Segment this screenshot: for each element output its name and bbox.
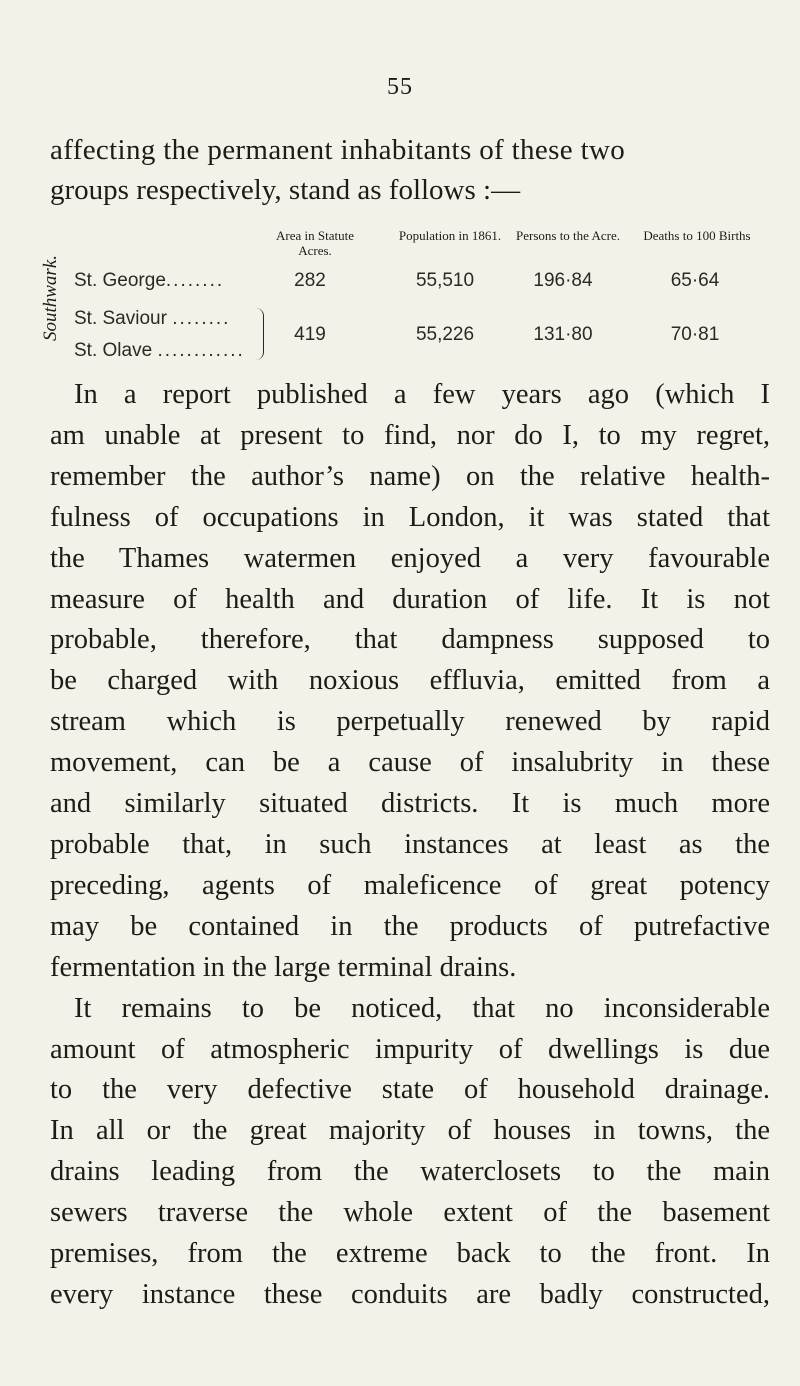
cell-persons: 131·80: [533, 324, 593, 345]
text-line: the Thames watermen enjoyed a very favourable: [50, 542, 770, 574]
cell-area: 282: [294, 270, 326, 291]
text-line: In a report published a few years ago (which I: [74, 379, 770, 410]
text-line: In all or the great majority of houses in towns, the: [50, 1115, 770, 1147]
text-line: sewers traverse the whole extent of the basement: [50, 1197, 770, 1229]
text-line: groups respectively, stand as follows :—: [50, 174, 521, 206]
text-line: amount of atmospheric impurity of dwellings is due: [50, 1033, 770, 1065]
text-line: preceding, agents of maleficence of great potency: [50, 869, 770, 901]
table-row-name: St. Olave ............: [74, 340, 245, 361]
cell-persons: 196·84: [533, 270, 593, 291]
body-text: [50, 375, 770, 1316]
table-row-name: St. George........: [74, 270, 225, 291]
cell-deaths: 70·81: [670, 324, 720, 345]
cell-deaths: 65·64: [670, 270, 720, 291]
text-line: premises, from the extreme back to the front. In: [50, 1238, 770, 1270]
cell-area: 419: [294, 324, 326, 345]
column-header-deaths: Deaths to 100 Births: [643, 228, 751, 243]
text-line: drains leading from the waterclosets to the main: [50, 1156, 770, 1188]
text-line: every instance these conduits are badly constructed,: [50, 1278, 770, 1310]
column-header-population: Population in 1861.: [398, 228, 502, 243]
text-line: stream which is perpetually renewed by rapid: [50, 706, 770, 738]
text-line: probable that, in such instances at least as the: [50, 828, 770, 860]
intro-paragraph: [50, 130, 770, 210]
table-row-name: St. Saviour ........: [74, 308, 231, 329]
text-line: movement, can be a cause of insalubrity in these: [50, 747, 770, 779]
text-line: affecting the permanent inhabitants of these two: [50, 134, 626, 166]
text-line: may be contained in the products of putrefactive: [50, 910, 770, 942]
text-line: am unable at present to find, nor do I, to my regret,: [50, 419, 770, 451]
page-number: 55: [387, 74, 413, 100]
side-label: Southwark.: [40, 254, 61, 342]
text-line: fulness of occupations in London, it was stated that: [50, 501, 770, 533]
text-line: probable, therefore, that dampness supposed to: [50, 624, 770, 656]
cell-population: 55,226: [415, 324, 475, 345]
text-line: be charged with noxious effluvia, emitted from a: [50, 665, 770, 697]
column-header-area: Area in Statute Acres.: [276, 228, 354, 258]
text-line: fermentation in the large terminal drains.: [50, 951, 517, 983]
text-line: It remains to be noticed, that no inconsiderable: [74, 992, 770, 1024]
text-line: remember the author’s name) on the relative health-: [50, 460, 770, 492]
text-line: measure of health and duration of life. It is not: [50, 583, 770, 615]
text-line: to the very defective state of household drainage.: [50, 1074, 770, 1106]
text-line: and similarly situated districts. It is much more: [50, 788, 770, 820]
column-header-persons: Persons to the Acre.: [516, 228, 620, 243]
cell-population: 55,510: [415, 270, 475, 291]
statistics-table: [40, 228, 780, 373]
